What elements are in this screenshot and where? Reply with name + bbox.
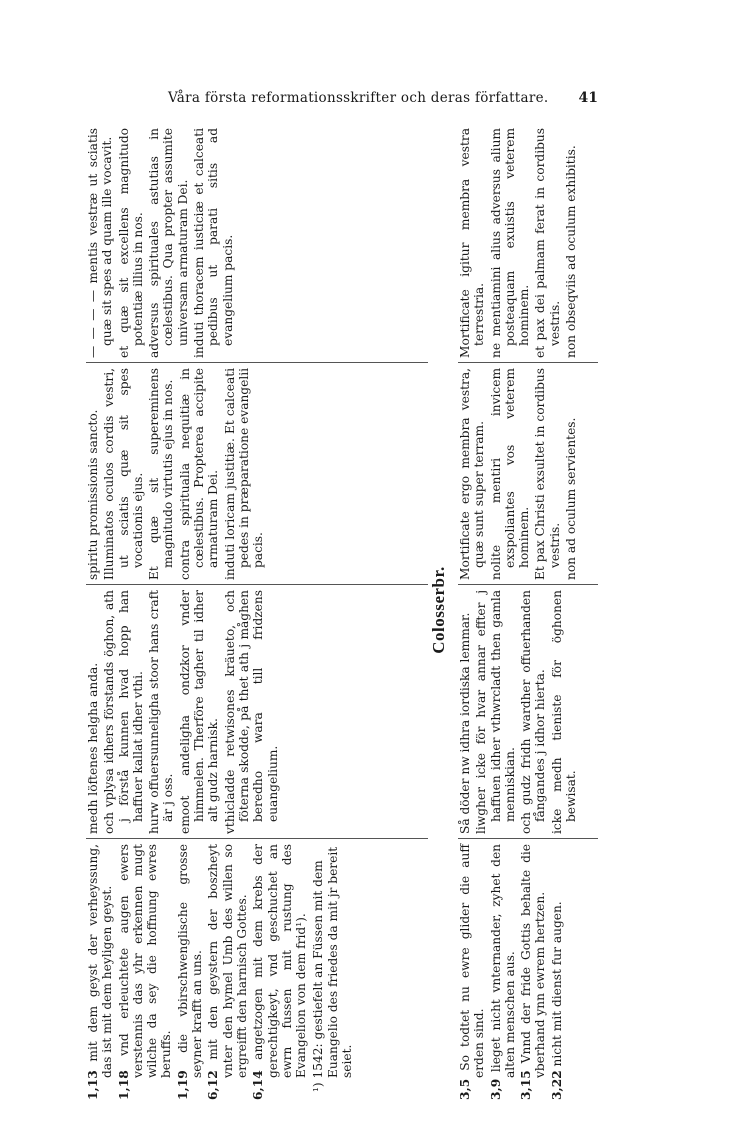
verse-entry: — — — — mentis vestræ ut sciatis quæ sit spes ad quam ille vocavit.	[86, 128, 115, 358]
verse-entry: icke medh tieniste för öghonen bewisat.	[549, 590, 579, 834]
verse-entry: 3,15 Vnnd der fride Gottis behalte die vberhand ynn ewrem hertzen.	[519, 844, 548, 1100]
verse-entry: och gudz fridh wardher offuerhanden fångandes j idhor hierta.	[519, 590, 548, 834]
verse-entry: 1,18 vnd erleuchtete augen ewers verstennis das yhr erkennen mugt wilche da sey die hoffnung ewres beruffs.	[116, 843, 174, 1100]
section-title: Colosserbr.	[429, 566, 448, 654]
running-title: Våra första reformationsskrifter och deras författare.	[168, 90, 549, 106]
verse-entry: och vplysa idhers förstands öghon, ath j förstå kunnen hvad hopp han haffuer kallat idher vthi.	[102, 590, 145, 834]
erasmus-column	[86, 128, 237, 358]
verse-entry: Så döder nw idhra iordiska lemmar.	[458, 612, 472, 834]
verse-entry: induti thoracem iusticiæ et calceati pedibus ut parati sitis ad evangelium pacis.	[192, 128, 235, 358]
verse-entry: medh löftenes helgha anda.	[86, 662, 100, 834]
verse-entry: 1,13 mit dem geyst der verheyssung, das ist mit dem heyligen geyst.	[86, 844, 115, 1100]
verse-entry: et pax dei palmam ferat in cordibus vestris.	[533, 128, 562, 358]
page-number: 41	[578, 90, 598, 106]
verse-entry: vthicladde retwisones kräueto, och föterna skodde, på thet ath j måghen beredho wara till fridzens euangelium.	[222, 590, 280, 834]
vulgate-column	[458, 368, 580, 580]
verse-entry: emoot andeligha ondzkor vnder himmelen. Therföre tagher til idher alt gudz harnisk.	[177, 590, 221, 834]
erasmus-column	[458, 128, 580, 358]
swedish-column	[86, 590, 282, 834]
verse-entry: et quæ sit excellens magnitudo potentiæ illius in nos.	[116, 128, 145, 358]
verse-entry: liwgher icke för hvar annar effter j haffuen idher vthwrcladt then gamla menniskian.	[474, 590, 517, 834]
verse-entry: Illuminatos oculos cordis vestri, ut sciatis quæ sit spes vocationis ejus.	[102, 368, 145, 580]
verse-entry: spiritu promissionis sancto.	[86, 409, 100, 580]
verse-entry: 6,14 angetzogen mit dem krebs der gerechtigkeyt, vnd geschuchet an ewrn fussen mit rustung des Evangelion von dem frid¹).	[251, 844, 309, 1100]
verse-entry: non ad oculum servientes.	[564, 417, 579, 580]
footnote: ¹) 1542: gestiefelt an Füssen mit dem Euangelio des friedes da mit jr bereit seiet.	[311, 846, 355, 1092]
section-colossians	[458, 120, 598, 1100]
vulgate-column	[86, 368, 268, 580]
verse-entry: Et pax Christi exsultet in cordibus vestris.	[533, 368, 562, 580]
verse-entry: 3,5 So todtet nu ewre glider die auff erden sind.	[458, 844, 487, 1100]
verse-entry: 6,12 mit den geystern der boszheyt vnter den hymel Umb des willen so ergreifft den harnisch Gottes.	[206, 844, 249, 1100]
rotated-table	[86, 120, 606, 1100]
verse-entry: Mortificate ergo membra vestra, quæ sunt super terram.	[458, 368, 487, 580]
verse-entry: nolite mentiri invicem exspoliantes vos veterem hominem.	[488, 368, 532, 580]
german-column	[458, 844, 566, 1100]
verse-entry: contra spiritualia nequitiæ in cœlestibus. Propterea accipite armaturam Dei.	[177, 368, 221, 580]
verse-entry: ne mentiamini alius adversus alium posteaquam exuistis veterem hominem.	[488, 128, 532, 358]
verse-entry: 3,22 nicht mit dienst fur augen.	[549, 901, 564, 1100]
section-ephesians	[86, 120, 428, 1100]
swedish-column	[458, 590, 580, 834]
verse-entry: Et quæ sit supereminens magnitudo virtutis ejus in nos.	[147, 368, 176, 580]
verse-entry: Mortificate igitur membra vestra terrestria.	[458, 128, 487, 358]
verse-entry: hurw offuersunneligha stoor hans craft är j oss.	[147, 590, 176, 834]
german-column	[86, 844, 367, 1100]
verse-entry: 1,19 die vbirschwenglische grosse seyner krafft an uns.	[175, 843, 205, 1100]
verse-entry: induti loricam justitiæ. Et calceati pedes in præparatione evangelii pacis.	[222, 367, 266, 580]
page-header	[168, 88, 600, 114]
verse-entry: 3,9 lieget nicht vnternander, zyhet den alten menschen aus.	[488, 843, 517, 1100]
verse-entry: non obseqviis ad oculum exhibitis.	[564, 145, 579, 358]
verse-entry: adversus spirituales astutias in cœlestibus. Qua propter assumite universam armaturam Dei.	[147, 128, 190, 358]
